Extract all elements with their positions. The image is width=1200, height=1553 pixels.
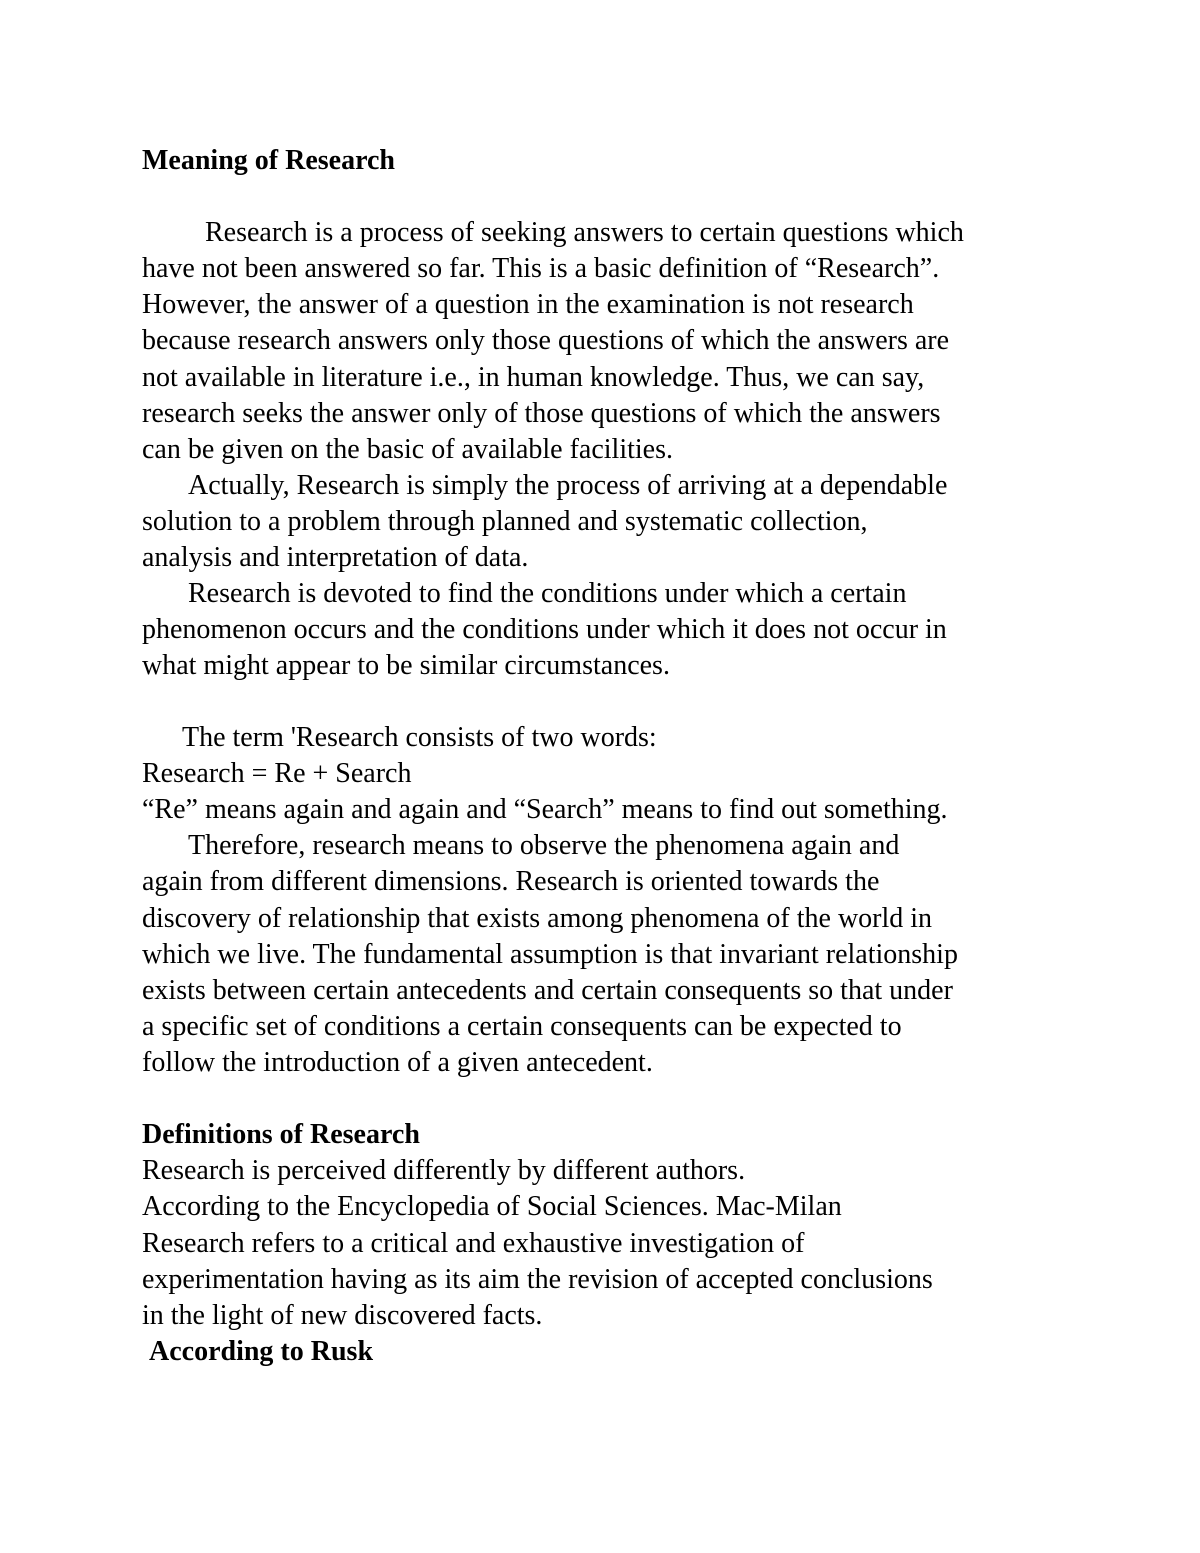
definitions-line: According to the Encyclopedia of Social Sciences. Mac-Milan [142,1191,842,1222]
heading-meaning-of-research: Meaning of Research [142,145,395,176]
para3-line: phenomenon occurs and the conditions under which it does not occur in [142,614,947,645]
para1-line: because research answers only those questions of which the answers are [142,325,950,356]
heading-definitions-of-research: Definitions of Research [142,1119,420,1150]
para1-line: research seeks the answer only of those questions of which the answers [142,398,941,429]
para2-line: analysis and interpretation of data. [142,542,529,573]
para2-line: Actually, Research is simply the process of arriving at a dependable [188,470,948,501]
para1-line: not available in literature i.e., in human knowledge. Thus, we can say, [142,362,925,393]
para4-line: again from different dimensions. Research is oriented towards the [142,866,880,897]
para4-line: a specific set of conditions a certain consequents can be expected to [142,1011,902,1042]
para4-line: which we live. The fundamental assumption is that invariant relationship [142,939,958,970]
para1-line: can be given on the basic of available facilities. [142,434,674,465]
term-meaning-line: “Re” means again and again and “Search” means to find out something. [142,794,948,825]
para1-line: have not been answered so far. This is a basic definition of “Research”. [142,253,940,284]
para4-line: follow the introduction of a given antecedent. [142,1047,653,1078]
para4-line: discovery of relationship that exists among phenomena of the world in [142,903,933,934]
term-equation-line: Research = Re + Search [142,758,412,789]
term-line: The term 'Research consists of two words: [182,722,657,753]
definitions-line: Research is perceived differently by different authors. [142,1155,746,1186]
heading-according-to-rusk: According to Rusk [149,1336,374,1367]
para3-line: Research is devoted to find the conditions under which a certain [188,578,907,609]
para4-line: Therefore, research means to observe the phenomena again and [188,830,900,861]
definitions-line: in the light of new discovered facts. [142,1300,543,1331]
para3-line: what might appear to be similar circumstances. [142,650,670,681]
para1-line: Research is a process of seeking answers to certain questions which [205,217,964,248]
para4-line: exists between certain antecedents and certain consequents so that under [142,975,953,1006]
definitions-line: Research refers to a critical and exhaustive investigation of [142,1228,805,1259]
para1-line: However, the answer of a question in the examination is not research [142,289,914,320]
definitions-line: experimentation having as its aim the revision of accepted conclusions [142,1264,933,1295]
para2-line: solution to a problem through planned and systematic collection, [142,506,868,537]
